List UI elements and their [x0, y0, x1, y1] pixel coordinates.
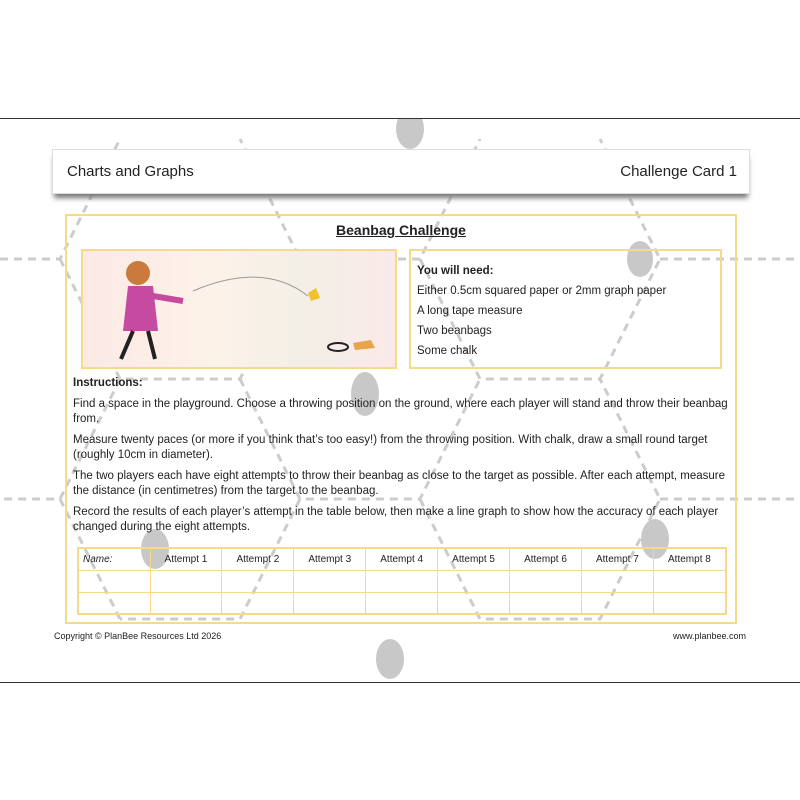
table-header-row — [78, 548, 726, 570]
equipment-item: Either 0.5cm squared paper or 2mm graph paper — [417, 285, 667, 297]
instructions — [73, 376, 733, 541]
subject-label: Charts and Graphs — [67, 163, 194, 180]
header-cell: Attempt 2 — [222, 548, 294, 570]
header-cell: Attempt 8 — [653, 548, 726, 570]
header-cell: Attempt 6 — [510, 548, 582, 570]
header-bar — [52, 149, 750, 194]
copyright: Copyright © PlanBee Resources Ltd 2026 — [54, 631, 222, 641]
worksheet-page — [0, 118, 800, 683]
instruction-paragraph: Find a space in the playground. Choose a throwing position on the ground, where each player will stand and throw their beanbag from. — [73, 398, 728, 425]
instructions-heading: Instructions: — [73, 377, 143, 389]
instruction-paragraph: Measure twenty paces (or more if you think that’s too easy!) from the throwing position. With chalk, draw a small round target (roughly 10cm in diameter). — [73, 434, 708, 461]
header-cell: Attempt 4 — [366, 548, 438, 570]
challenge-card — [65, 214, 737, 624]
footer — [54, 631, 746, 641]
header-cell: Attempt 5 — [438, 548, 510, 570]
table-row — [78, 592, 726, 614]
instruction-paragraph: Record the results of each player’s attempt in the table below, then make a line graph to show how the accuracy of each player changed during the eight attempts. — [73, 506, 719, 533]
card-number: Challenge Card 1 — [620, 163, 737, 180]
equipment-list — [409, 249, 722, 369]
illustration — [81, 249, 397, 369]
header-cell: Attempt 1 — [150, 548, 222, 570]
equipment-item: Two beanbags — [417, 325, 492, 337]
equipment-item: Some chalk — [417, 345, 478, 357]
header-cell: Attempt 3 — [294, 548, 366, 570]
instruction-paragraph: The two players each have eight attempts to throw their beanbag as close to the target as possible. After each attempt, measure the distance (in centimetres) from the target to the beanbag. — [73, 470, 726, 497]
header-cell: Name: — [78, 548, 150, 570]
card-title: Beanbag Challenge — [336, 222, 466, 238]
equipment-item: A long tape measure — [417, 305, 523, 317]
website: www.planbee.com — [672, 631, 746, 641]
table-row — [78, 570, 726, 592]
results-table — [77, 547, 727, 615]
equipment-heading: You will need: — [417, 265, 494, 277]
header-cell: Attempt 7 — [581, 548, 653, 570]
